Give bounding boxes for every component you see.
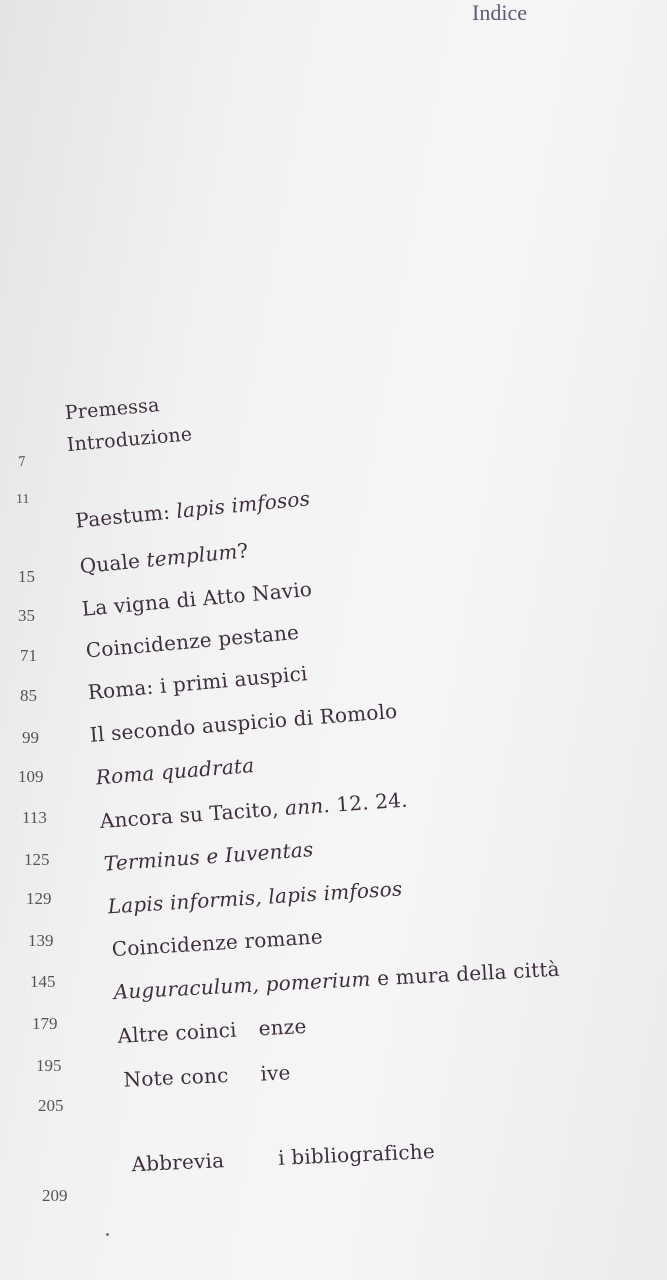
toc-title: Roma: i primi auspici [86, 661, 309, 705]
toc-page-number: 125 [24, 850, 50, 869]
toc-title: La vigna di Atto Navio [80, 576, 313, 621]
toc-page-number: 99 [22, 728, 39, 747]
toc-page-number: 145 [30, 972, 56, 991]
toc-page-number: 209 [42, 1186, 68, 1205]
toc-page-number: 139 [28, 931, 54, 950]
toc-title: Terminus e Iuventas [103, 837, 315, 876]
page-header-title: Indice [472, 0, 527, 25]
toc-title: Altre coinci enze [117, 1013, 308, 1048]
toc-page-number: 15 [18, 567, 35, 586]
toc-title: Coincidenze romane [111, 924, 324, 962]
toc-page-number: 113 [22, 808, 47, 827]
toc-page-number: 71 [20, 646, 37, 665]
toc-title: Quale templum? [78, 538, 250, 579]
toc-title: Lapis informis, lapis imfosos [107, 876, 403, 919]
toc-page-number: 179 [32, 1014, 58, 1033]
toc-row-page [0, 1186, 667, 1226]
toc-page-introduzione: 11 [16, 492, 30, 507]
toc-page-number: 129 [26, 889, 52, 908]
toc-title: Coincidenze pestane [84, 619, 300, 663]
toc-page-number: 85 [20, 686, 37, 705]
toc-title: Abbrevia i bibliografiche [131, 1139, 436, 1177]
toc-page-premessa: 7 [17, 453, 27, 471]
toc-title: Ancora su Tacito, ann. 12. 24. [99, 787, 409, 833]
toc-title: Paestum: lapis imfosos [74, 486, 312, 533]
toc-row-page [0, 1096, 667, 1136]
toc-title: Il secondo auspicio di Romolo [88, 698, 399, 747]
toc-page-number: 35 [18, 606, 35, 625]
toc-title: Auguraculum, pomerium e mura della città [113, 956, 561, 1005]
toc-title: Note conc ive [123, 1060, 292, 1092]
ink-speck [106, 1233, 109, 1236]
toc-title: Roma quadrata [94, 753, 256, 790]
toc-page-number: 195 [36, 1056, 62, 1075]
toc-page-number: 109 [18, 767, 44, 786]
toc-page-number: 205 [38, 1096, 64, 1115]
toc-title-introduzione: Introduzione [65, 423, 194, 457]
toc-title-premessa: Premessa [64, 394, 161, 425]
